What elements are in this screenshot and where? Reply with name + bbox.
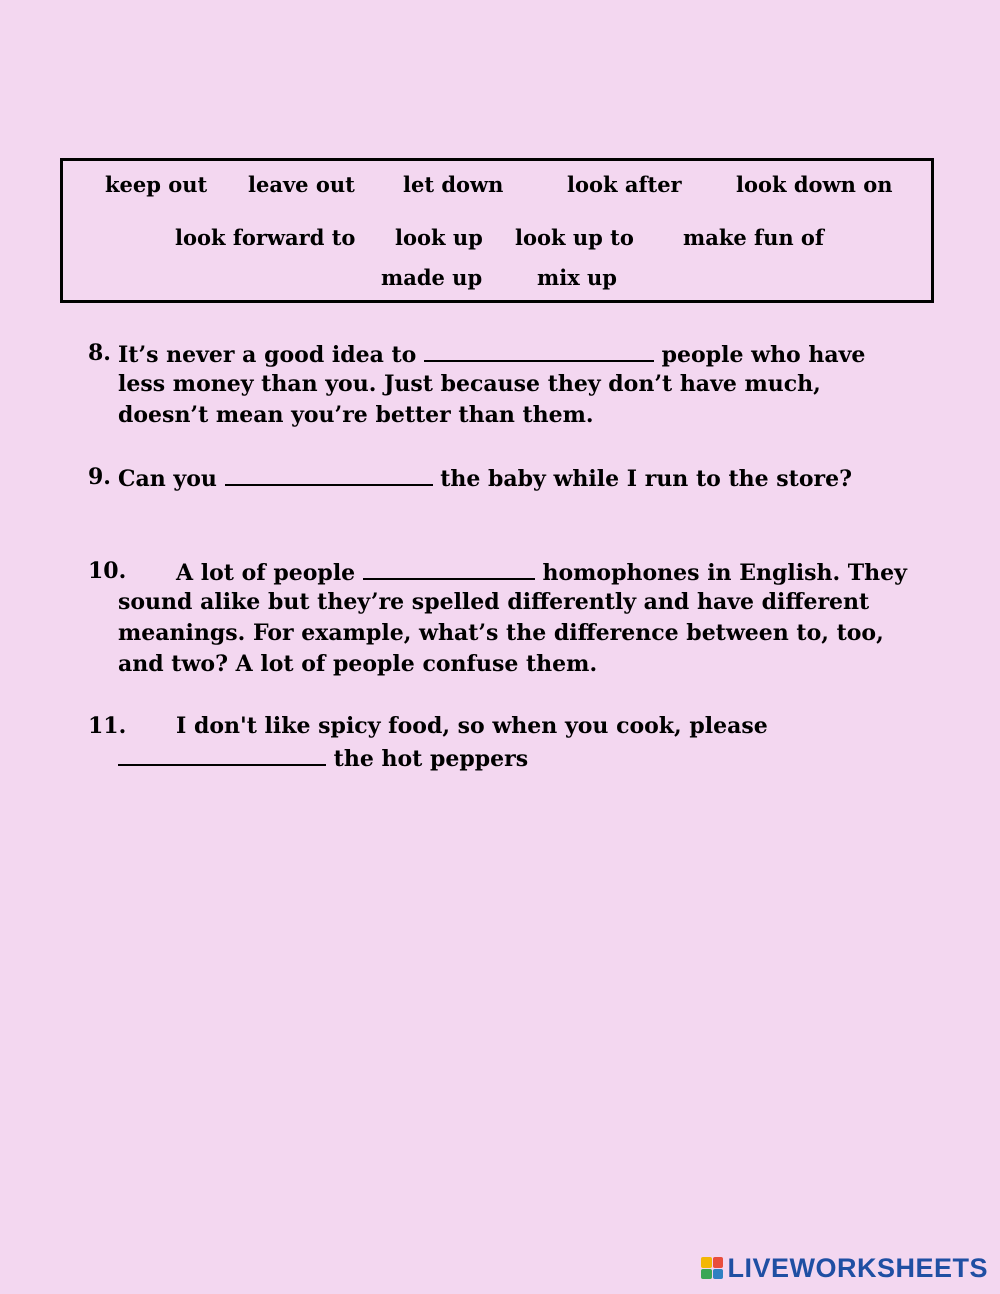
question-line: meanings. For example, what’s the difference between to, too, [118, 620, 884, 646]
word-bank-item: mix up [537, 265, 617, 290]
answer-blank[interactable] [424, 338, 654, 362]
word-bank-item: leave out [248, 172, 355, 197]
answer-blank[interactable] [225, 462, 433, 486]
question-text: the hot peppers [326, 746, 529, 772]
question-text: homophones in English. They [534, 560, 907, 586]
logo-tile [701, 1269, 712, 1280]
word-bank-item: keep out [105, 172, 208, 197]
answer-blank[interactable] [363, 556, 535, 580]
question-line: I don't like spicy food, so when you cook, please [176, 713, 768, 739]
question-line: doesn’t mean you’re better than them. [118, 402, 594, 428]
liveworksheets-logo-icon [701, 1257, 723, 1279]
question-number: 8. [88, 340, 111, 366]
word-bank-item: look down on [736, 172, 893, 197]
word-bank-item: made up [381, 265, 483, 290]
word-bank-item: look after [567, 172, 682, 197]
question-line [176, 556, 907, 589]
question-line [118, 742, 528, 775]
word-bank-item: look up [395, 225, 483, 250]
question-number: 11. [88, 713, 127, 739]
word-bank-item: look up to [515, 225, 634, 250]
word-bank-item: let down [403, 172, 504, 197]
word-bank-box [60, 158, 934, 303]
question-line [118, 462, 852, 495]
word-bank-item: look forward to [175, 225, 356, 250]
liveworksheets-logo[interactable] [701, 1254, 988, 1282]
question-number: 10. [88, 558, 127, 584]
question-number: 9. [88, 464, 111, 490]
question-text: Can you [118, 466, 225, 492]
logo-tile [713, 1269, 724, 1280]
question-line [118, 338, 865, 371]
answer-blank[interactable] [118, 742, 326, 766]
logo-text: LIVEWORKSHEETS [727, 1252, 988, 1283]
logo-tile [701, 1257, 712, 1268]
question-text: people who have [654, 342, 866, 368]
question-line: and two? A lot of people confuse them. [118, 651, 598, 677]
question-text: It’s never a good idea to [118, 342, 425, 368]
question-line: sound alike but they’re spelled differently and have different [118, 589, 870, 615]
word-bank-item: make fun of [683, 225, 824, 250]
question-line: less money than you. Just because they don’t have much, [118, 371, 821, 397]
question-text: the baby while I run to the store? [432, 466, 852, 492]
logo-tile [713, 1257, 724, 1268]
question-text: A lot of people [176, 560, 363, 586]
